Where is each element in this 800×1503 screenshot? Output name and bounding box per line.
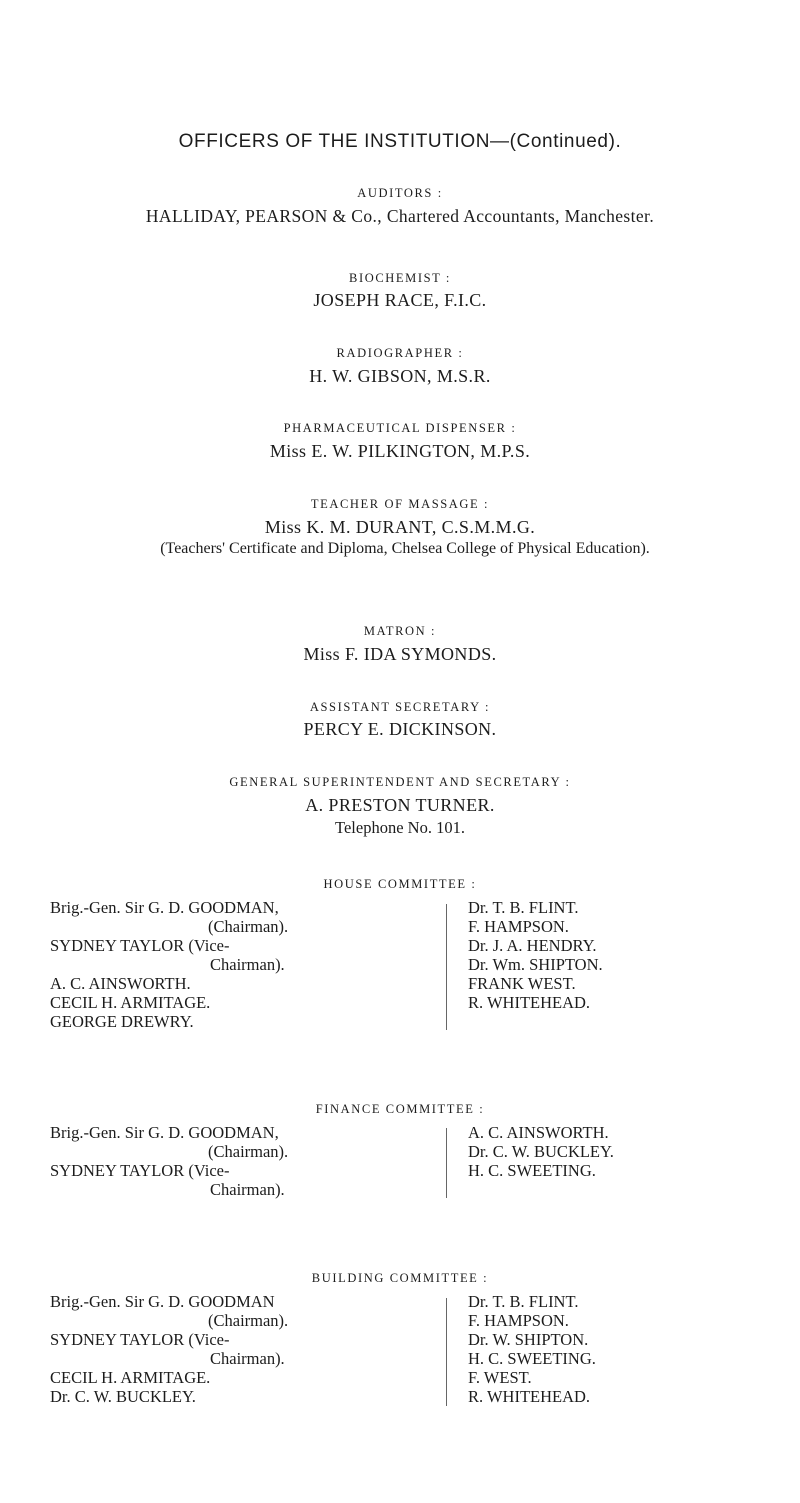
list-item: CECIL H. ARMITAGE. (50, 993, 211, 1012)
general-superintendent-role: GENERAL SUPERINTENDENT AND SECRETARY : (229, 775, 571, 789)
list-item: FRANK WEST. (468, 974, 576, 993)
matron-name: Miss F. IDA SYMONDS. (303, 644, 497, 664)
auditors-role: AUDITORS : (357, 186, 443, 200)
list-item: Dr. J. A. HENDRY. (468, 936, 597, 955)
list-item: F. HAMPSON. (468, 917, 569, 936)
list-item: A. C. AINSWORTH. (468, 1123, 609, 1142)
house-committee-title: HOUSE COMMITTEE : (323, 877, 477, 891)
massage-teacher-qualification: (Teachers' Certificate and Diploma, Chelsea College of Physical Education). (160, 540, 650, 557)
list-item: H. C. SWEETING. (468, 1349, 596, 1368)
list-item: Chairman). (210, 1180, 285, 1199)
column-divider (446, 904, 447, 1030)
general-superintendent-name: A. PRESTON TURNER. (305, 795, 495, 815)
radiographer-name: H. W. GIBSON, M.S.R. (309, 366, 491, 386)
page-title: OFFICERS OF THE INSTITUTION—(Continued). (178, 131, 622, 152)
list-item: Brig.-Gen. Sir G. D. GOODMAN, (50, 1123, 279, 1142)
dispenser-name: Miss E. W. PILKINGTON, M.P.S. (269, 441, 531, 461)
list-item: R. WHITEHEAD. (468, 993, 591, 1012)
column-divider (446, 1128, 447, 1198)
massage-teacher-name: Miss K. M. DURANT, C.S.M.M.G. (264, 517, 536, 537)
list-item: GEORGE DREWRY. (50, 1012, 194, 1031)
finance-committee-right-column (468, 1123, 614, 1180)
list-item: (Chairman). (208, 1142, 289, 1161)
list-item: A. C. AINSWORTH. (50, 974, 191, 993)
radiographer-role: RADIOGRAPHER : (336, 346, 464, 360)
list-item: CECIL H. ARMITAGE. (50, 1368, 211, 1387)
telephone-number: Telephone No. 101. (335, 818, 465, 837)
list-item: Dr. Wm. SHIPTON. (468, 955, 603, 974)
list-item: H. C. SWEETING. (468, 1161, 596, 1180)
list-item: (Chairman). (208, 917, 289, 936)
building-committee-title: BUILDING COMMITTEE : (311, 1271, 489, 1285)
list-item: Dr. C. W. BUCKLEY. (468, 1142, 614, 1161)
building-committee-right-column (468, 1292, 596, 1406)
list-item: F. WEST. (468, 1368, 532, 1387)
house-committee-left-column (50, 898, 288, 1031)
list-item: Chairman). (210, 955, 285, 974)
list-item: SYDNEY TAYLOR (Vice- (50, 936, 230, 955)
list-item: SYDNEY TAYLOR (Vice- (50, 1161, 230, 1180)
assistant-secretary-name: PERCY E. DICKINSON. (303, 719, 497, 739)
building-committee-left-column (50, 1292, 288, 1406)
auditors-name: HALLIDAY, PEARSON & Co., Chartered Accountants, Manchester. (145, 206, 655, 226)
list-item: Dr. T. B. FLINT. (468, 898, 579, 917)
list-item: Dr. C. W. BUCKLEY. (50, 1387, 196, 1406)
list-item: Chairman). (210, 1349, 285, 1368)
list-item: Brig.-Gen. Sir G. D. GOODMAN (50, 1292, 275, 1311)
house-committee-right-column (468, 898, 603, 1012)
list-item: F. HAMPSON. (468, 1311, 569, 1330)
list-item: Brig.-Gen. Sir G. D. GOODMAN, (50, 898, 279, 917)
biochemist-name: JOSEPH RACE, F.I.C. (313, 290, 487, 310)
dispenser-role: PHARMACEUTICAL DISPENSER : (283, 421, 517, 435)
matron-role: MATRON : (363, 624, 437, 638)
list-item: (Chairman). (208, 1311, 289, 1330)
massage-teacher-role: TEACHER OF MASSAGE : (310, 497, 490, 511)
assistant-secretary-role: ASSISTANT SECRETARY : (309, 700, 491, 714)
list-item: R. WHITEHEAD. (468, 1387, 591, 1406)
column-divider (446, 1298, 447, 1406)
list-item: Dr. T. B. FLINT. (468, 1292, 579, 1311)
finance-committee-title: FINANCE COMMITTEE : (315, 1102, 485, 1116)
list-item: Dr. W. SHIPTON. (468, 1330, 589, 1349)
biochemist-role: BIOCHEMIST : (349, 271, 451, 285)
list-item: SYDNEY TAYLOR (Vice- (50, 1330, 230, 1349)
finance-committee-left-column (50, 1123, 288, 1199)
